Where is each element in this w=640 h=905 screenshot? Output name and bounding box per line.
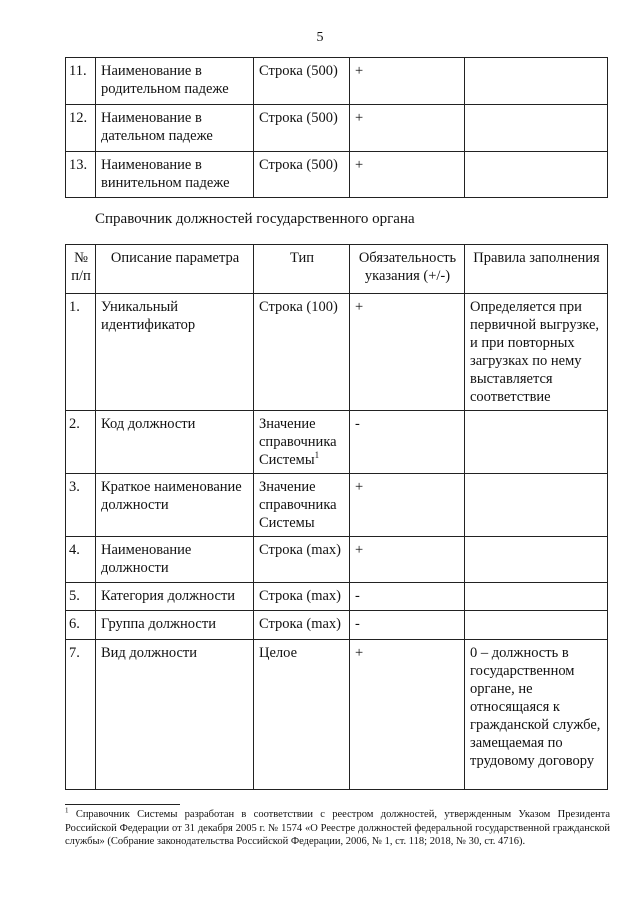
type-text: Значение справочника Системы xyxy=(259,416,337,468)
footnote xyxy=(65,808,610,849)
row-number: 6. xyxy=(66,611,96,640)
table-row xyxy=(66,105,608,152)
table-row xyxy=(66,294,608,411)
parameter-required: + xyxy=(350,537,465,583)
footnote-marker: 1 xyxy=(65,806,69,815)
row-number: 3. xyxy=(66,474,96,537)
parameter-type: Значение справочника Системы xyxy=(254,474,350,537)
parameter-rules xyxy=(465,105,608,152)
parameter-rules xyxy=(465,537,608,583)
table-row xyxy=(66,152,608,198)
section-title: Справочник должностей государственного органа xyxy=(95,211,415,227)
parameter-description: Наименование в дательном падеже xyxy=(96,105,254,152)
parameter-rules: Определяется при первичной выгрузке, и при повторных загрузках по нему выставляется соответствие xyxy=(465,294,608,411)
header-row xyxy=(66,245,608,294)
parameter-description: Наименование в винительном падеже xyxy=(96,152,254,198)
parameter-rules xyxy=(465,474,608,537)
column-header-description: Описание параметра xyxy=(96,245,254,294)
parameter-type: Строка (max) xyxy=(254,537,350,583)
column-header-type: Тип xyxy=(254,245,350,294)
parameter-rules xyxy=(465,411,608,474)
parameter-required: + xyxy=(350,58,465,105)
parameter-type: Строка (max) xyxy=(254,583,350,611)
row-number: 1. xyxy=(66,294,96,411)
parameter-description: Код должности xyxy=(96,411,254,474)
parameter-required: - xyxy=(350,411,465,474)
parameter-type: Строка (100) xyxy=(254,294,350,411)
parameter-rules xyxy=(465,583,608,611)
parameter-description: Вид должности xyxy=(96,640,254,790)
parameter-required: + xyxy=(350,294,465,411)
footnote-text: Справочник Системы разработан в соответствии с реестром должностей, утвержденным Указом Президента Российской Федерации от 31 декабря 2005 г. № 1574 «О Реестре должностей федеральной государственной гражданской службы» (Собрание законодательства Российской Федерации, 2006, № 1, ст. 118; 2018, № 30, ст. 4716). xyxy=(65,809,611,847)
parameter-required: + xyxy=(350,474,465,537)
row-number: 2. xyxy=(66,411,96,474)
parameter-description: Уникальный идентификатор xyxy=(96,294,254,411)
table-row xyxy=(66,58,608,105)
footnote-divider xyxy=(65,804,180,805)
table-row xyxy=(66,474,608,537)
column-header-required: Обязательность указания (+/-) xyxy=(350,245,465,294)
parameter-required: - xyxy=(350,583,465,611)
top-table xyxy=(65,57,608,198)
page-number: 5 xyxy=(316,30,324,45)
table-row xyxy=(66,583,608,611)
table-row xyxy=(66,537,608,583)
parameter-type: Строка (500) xyxy=(254,105,350,152)
parameter-required: + xyxy=(350,105,465,152)
row-number: 13. xyxy=(66,152,96,198)
parameter-type: Строка (500) xyxy=(254,152,350,198)
parameter-description: Категория должности xyxy=(96,583,254,611)
table-row xyxy=(66,611,608,640)
parameter-type: Строка (500) xyxy=(254,58,350,105)
parameter-rules: 0 – должность в государственном органе, не относящаяся к гражданской службе, замещаемая по трудовому договору xyxy=(465,640,608,790)
column-header-number: № п/п xyxy=(66,245,96,294)
row-number: 5. xyxy=(66,583,96,611)
parameter-type: Целое xyxy=(254,640,350,790)
row-number: 4. xyxy=(66,537,96,583)
parameter-required: - xyxy=(350,611,465,640)
footnote-marker: 1 xyxy=(314,450,320,461)
parameter-type: Строка (max) xyxy=(254,611,350,640)
parameter-rules xyxy=(465,152,608,198)
column-header-rules: Правила заполнения xyxy=(465,245,608,294)
table-row xyxy=(66,411,608,474)
row-number: 12. xyxy=(66,105,96,152)
row-number: 7. xyxy=(66,640,96,790)
parameter-description: Наименование должности xyxy=(96,537,254,583)
parameter-description: Группа должности xyxy=(96,611,254,640)
parameter-required: + xyxy=(350,640,465,790)
parameter-rules xyxy=(465,611,608,640)
positions-table xyxy=(65,244,608,790)
parameter-description: Наименование в родительном падеже xyxy=(96,58,254,105)
parameter-description: Краткое наименование должности xyxy=(96,474,254,537)
row-number: 11. xyxy=(66,58,96,105)
parameter-type xyxy=(254,411,350,474)
parameter-required: + xyxy=(350,152,465,198)
parameter-rules xyxy=(465,58,608,105)
table-row xyxy=(66,640,608,790)
